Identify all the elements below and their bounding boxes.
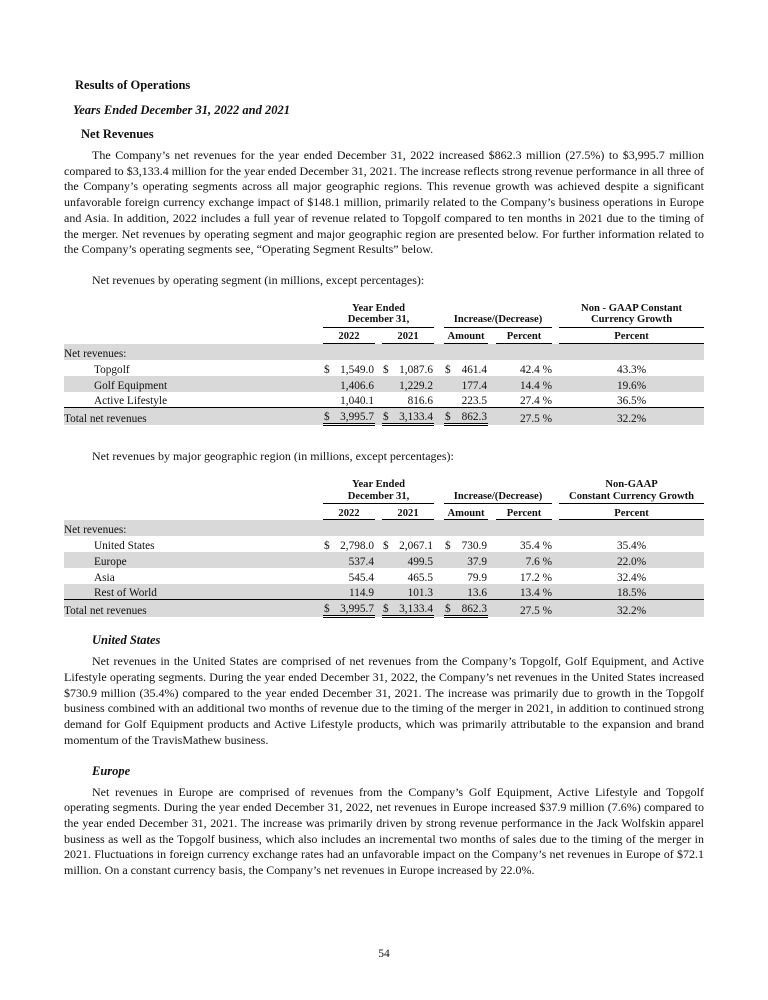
row-label: Total net revenues <box>64 600 323 617</box>
cell-value: 79.9 <box>467 571 488 584</box>
cell-cc-percent: 35.4% <box>616 539 647 552</box>
cell-2022 <box>323 360 375 376</box>
cell-percent: 7.6 % <box>525 555 553 568</box>
cell-2021 <box>382 360 434 376</box>
cell-percent: 27.4 % <box>520 395 553 408</box>
table-row-rest-of-world <box>64 584 704 600</box>
table-row-topgolf <box>64 360 704 376</box>
column-percent: Percent <box>496 504 552 520</box>
geographic-revenues-table <box>64 477 704 619</box>
column-percent: Percent <box>496 328 552 344</box>
cell-percent: 42.4 % <box>520 363 553 376</box>
cell-cc-percent: 43.3% <box>616 363 647 376</box>
cell-2021 <box>382 568 434 584</box>
column-amount: Amount <box>444 328 488 344</box>
cell-value: 1,229.2 <box>399 379 434 392</box>
cell-value: 1,040.1 <box>340 395 374 408</box>
group-row-net-revenues: Net revenues: <box>64 520 704 536</box>
cell-value: 3,133.4 <box>399 603 434 616</box>
cell-amount <box>444 584 488 600</box>
cell-2022 <box>323 408 375 425</box>
cell-amount <box>444 376 488 392</box>
segment-revenues-table <box>64 301 704 427</box>
cell-2021 <box>382 376 434 392</box>
dollar-sign: $ <box>324 363 330 376</box>
cell-value: 816.6 <box>407 395 434 408</box>
cell-2022 <box>323 376 375 392</box>
row-label: United States <box>94 539 155 552</box>
cell-2021 <box>382 552 434 568</box>
cell-value: 545.4 <box>348 571 374 584</box>
cell-value: 461.4 <box>461 363 488 376</box>
cell-amount <box>444 568 488 584</box>
page-number: 54 <box>378 948 390 960</box>
column-2021: 2021 <box>382 328 434 344</box>
cell-2022 <box>323 536 375 552</box>
row-label: Golf Equipment <box>94 379 168 392</box>
column-cc-percent: Percent <box>559 328 704 344</box>
cell-value: 499.5 <box>407 555 434 568</box>
cell-value: 2,798.0 <box>340 539 374 552</box>
geo-table-caption: Net revenues by major geographic region (in millions, except percentages): <box>92 449 454 464</box>
united-states-paragraph: Net revenues in the United States are comprised of net revenues from the Company’s Topgolf, Golf Equipment, and Active Lifestyle operating segments. During the year ended December 31, 2022, the Company’s net revenues in the United States increased $730.9 million (35.4%) compared to the year ended December 31, 2021. The increase was primarily due to growth in the Topgolf business combined with an additional two months of revenue due to the timing of the merger in 2021, in addition to continued strong demand for Golf Equipment products and Active Lifestyle products, which was primarily attributable to the expansion and brand momentum of the TravisMathew business. <box>64 654 704 747</box>
cell-value: 862.3 <box>461 411 488 424</box>
row-label: Total net revenues <box>64 408 323 425</box>
group-row-net-revenues: Net revenues: <box>64 344 704 360</box>
cell-percent: 27.5 % <box>496 408 552 425</box>
table-row-asia <box>64 568 704 584</box>
table-row-active-lifestyle <box>64 392 704 408</box>
dollar-sign: $ <box>445 603 451 616</box>
cell-2022 <box>323 584 375 600</box>
cell-value: 537.4 <box>348 555 374 568</box>
dollar-sign: $ <box>445 411 451 424</box>
cell-cc-percent: 22.0% <box>616 555 647 568</box>
cell-cc-percent: 36.5% <box>616 395 647 408</box>
cell-value: 730.9 <box>461 539 488 552</box>
cell-value: 13.6 <box>467 587 488 600</box>
cell-cc-percent: 32.2% <box>559 600 704 617</box>
dollar-sign: $ <box>324 603 330 616</box>
column-2021: 2021 <box>382 504 434 520</box>
table-row-europe <box>64 552 704 568</box>
cell-value: 465.5 <box>407 571 434 584</box>
cell-value: 101.3 <box>407 587 434 600</box>
increase-decrease-header: Increase/(Decrease) <box>444 477 552 504</box>
cell-value: 177.4 <box>461 379 488 392</box>
cell-amount <box>444 600 488 617</box>
cell-2022 <box>323 392 375 408</box>
results-of-operations-heading: Results of Operations <box>75 78 191 92</box>
cell-amount <box>444 536 488 552</box>
cell-amount <box>444 408 488 425</box>
cell-2022 <box>323 600 375 617</box>
segment-table-caption: Net revenues by operating segment (in millions, except percentages): <box>92 272 425 287</box>
cell-percent: 17.2 % <box>520 571 553 584</box>
cell-value: 1,087.6 <box>399 363 434 376</box>
dollar-sign: $ <box>383 411 389 424</box>
row-label: Topgolf <box>94 363 130 376</box>
cell-value: 1,406.6 <box>340 379 374 392</box>
years-ended-heading: Years Ended December 31, 2022 and 2021 <box>73 103 290 117</box>
table-spanner-header-row <box>64 477 704 504</box>
row-label: Active Lifestyle <box>94 395 168 408</box>
dollar-sign: $ <box>324 539 330 552</box>
cell-value: 37.9 <box>467 555 488 568</box>
cell-value: 2,067.1 <box>399 539 434 552</box>
column-2022: 2022 <box>323 504 375 520</box>
table-row-united-states <box>64 536 704 552</box>
table-column-header-row <box>64 504 704 520</box>
cell-2021 <box>382 536 434 552</box>
table-row-golf-equipment <box>64 376 704 392</box>
dollar-sign: $ <box>383 603 389 616</box>
dollar-sign: $ <box>445 363 451 376</box>
year-ended-header: Year Ended December 31, <box>323 301 434 328</box>
table-spanner-header-row <box>64 301 704 328</box>
cell-value: 114.9 <box>349 587 374 600</box>
non-gaap-header: Non - GAAP Constant Currency Growth <box>559 301 704 328</box>
cell-2021 <box>382 408 434 425</box>
net-revenues-paragraph: The Company’s net revenues for the year ended December 31, 2022 increased $862.3 million (27.5%) to $3,995.7 million compared to $3,133.4 million for the year ended December 31, 2021. The increase reflects strong revenue performance in all three of the Company’s operating segments across all major geographic regions. This revenue growth was achieved despite a significant unfavorable foreign currency exchange impact of $148.1 million, primarily related to the Company’s business operations in Europe and Asia. In addition, 2022 includes a full year of revenue related to Topgolf compared to ten months in 2021 due to the timing of the merger. Net revenues by operating segment and major geographic region are presented below. For further information related to the Company’s operating segments see, “Operating Segment Results” below. <box>64 148 704 257</box>
year-ended-header: Year Ended December 31, <box>323 477 434 504</box>
cell-cc-percent: 19.6% <box>616 379 647 392</box>
cell-cc-percent: 32.2% <box>559 408 704 425</box>
row-label: Asia <box>94 571 115 584</box>
cell-cc-percent: 32.4% <box>616 571 647 584</box>
europe-paragraph: Net revenues in Europe are comprised of revenues from the Company’s Golf Equipment, Active Lifestyle and Topgolf operating segments. During the year ended December 31, 2022, net revenues in Europe increased $37.9 million (7.6%) compared to the year ended December 31, 2021. The increase was primarily driven by strong revenue performance in the Jack Wolfskin apparel business as well as the Topgolf business, which also includes an incremental two months of sales due to the timing of the merger in 2021. Fluctuations in foreign currency exchange rates had an unfavorable impact on the Company’s net revenues in Europe of $72.1 million. On a constant currency basis, the Company’s net revenues in Europe increased by 22.0%. <box>64 784 704 878</box>
cell-value: 3,995.7 <box>340 411 374 424</box>
table-row-total <box>64 600 704 617</box>
dollar-sign: $ <box>445 539 451 552</box>
cell-percent: 14.4 % <box>520 379 553 392</box>
cell-2021 <box>382 600 434 617</box>
cell-2022 <box>323 552 375 568</box>
cell-amount <box>444 552 488 568</box>
cell-percent: 27.5 % <box>496 600 552 617</box>
cell-amount <box>444 392 488 408</box>
table-column-header-row <box>64 328 704 344</box>
table-row-total <box>64 408 704 425</box>
cell-value: 223.5 <box>461 395 488 408</box>
dollar-sign: $ <box>383 539 389 552</box>
cell-percent: 35.4 % <box>520 539 553 552</box>
dollar-sign: $ <box>383 363 389 376</box>
increase-decrease-header: Increase/(Decrease) <box>444 301 552 328</box>
column-cc-percent: Percent <box>559 504 704 520</box>
cell-2021 <box>382 584 434 600</box>
cell-cc-percent: 18.5% <box>616 587 647 600</box>
cell-2021 <box>382 392 434 408</box>
cell-amount <box>444 360 488 376</box>
dollar-sign: $ <box>324 411 330 424</box>
cell-value: 862.3 <box>461 603 488 616</box>
non-gaap-header: Non-GAAP Constant Currency Growth <box>559 477 704 504</box>
net-revenues-heading: Net Revenues <box>81 127 154 141</box>
column-amount: Amount <box>444 504 488 520</box>
row-label: Rest of World <box>94 587 157 600</box>
cell-2022 <box>323 568 375 584</box>
cell-value: 3,995.7 <box>340 603 374 616</box>
europe-heading: Europe <box>92 763 131 778</box>
cell-value: 1,549.0 <box>340 363 374 376</box>
row-label: Europe <box>94 555 127 568</box>
united-states-heading: United States <box>92 633 161 648</box>
cell-value: 3,133.4 <box>399 411 434 424</box>
cell-percent: 13.4 % <box>520 587 553 600</box>
column-2022: 2022 <box>323 328 375 344</box>
